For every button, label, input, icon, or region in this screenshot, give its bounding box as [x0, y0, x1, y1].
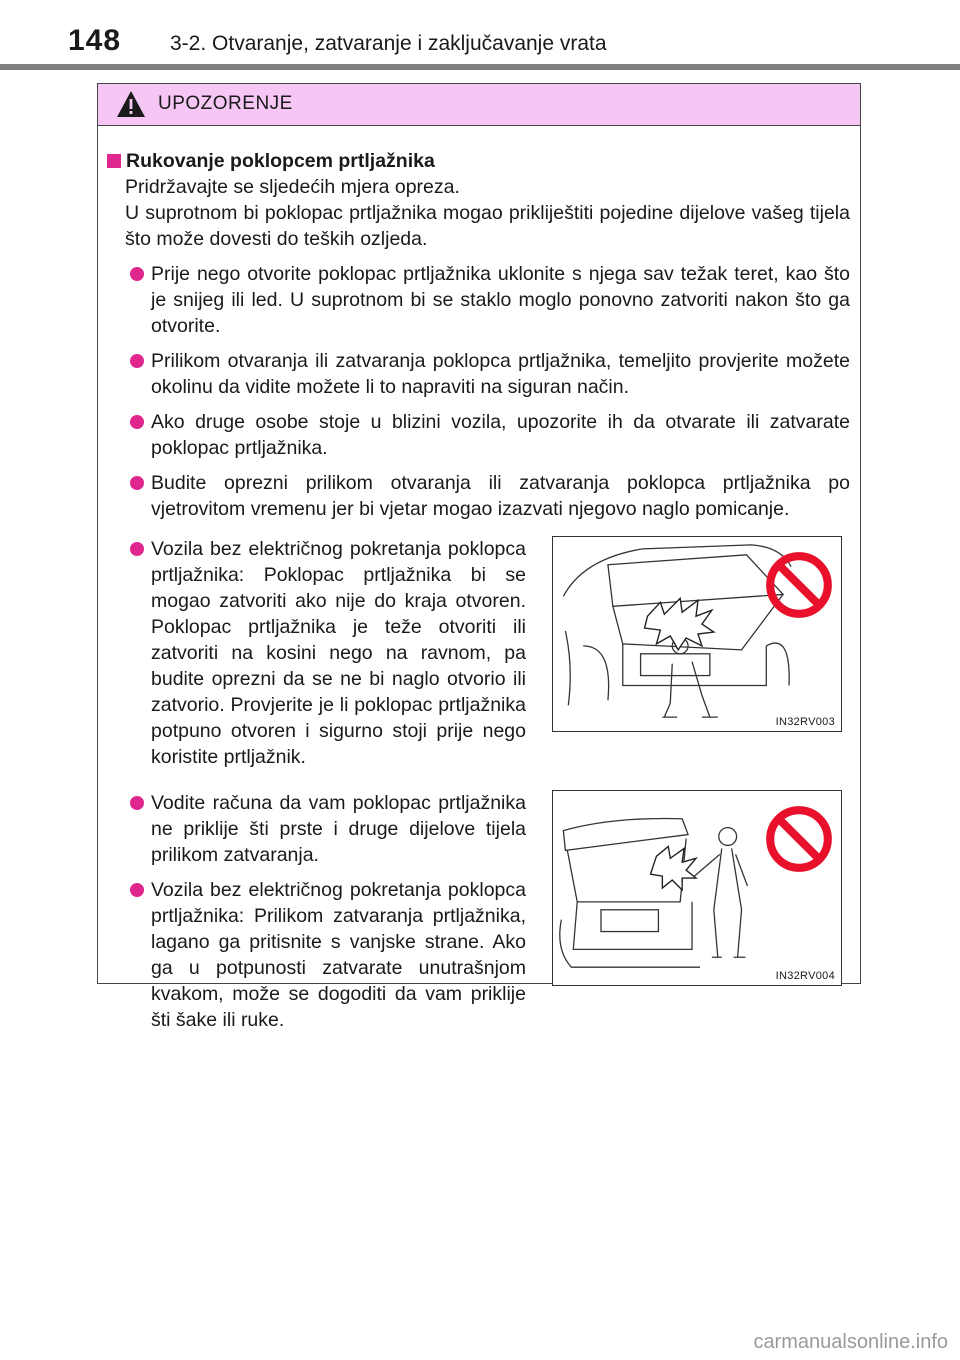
- bullet-item: [105, 790, 526, 868]
- circle-bullet-icon: [130, 415, 144, 429]
- bullet-text: Ako druge osobe stoje u blizini vozila, upozorite ih da otvarate ili zatvarate poklopac prtljažnika.: [151, 411, 850, 459]
- warning-label: UPOZORENJE: [158, 93, 293, 114]
- bullet-text: Vozila bez električnog pokretanja poklopca prtljažnika: Prilikom zatvaranja prtljažnika, lagano ga pritisnite s vanjske strane. Ako ga u potpunosti zatvarate unutrašnjom kvakom, može se dogoditi da vam priklije šti šake ili ruke.: [151, 879, 526, 1031]
- circle-bullet-icon: [130, 476, 144, 490]
- prohibition-icon: [763, 803, 835, 875]
- circle-bullet-icon: [130, 883, 144, 897]
- circle-bullet-icon: [130, 796, 144, 810]
- bullet-item: [105, 409, 850, 461]
- warning-body: [98, 126, 860, 1040]
- bullet-item: [105, 536, 526, 770]
- impact-burst-icon: [650, 846, 696, 890]
- warning-box: [97, 83, 861, 1031]
- figure-row-1: [105, 536, 850, 776]
- section-title: 3-2. Otvaranje, zatvaranje i zaključavanje vrata: [170, 32, 607, 55]
- circle-bullet-icon: [130, 267, 144, 281]
- prohibition-icon: [763, 549, 835, 621]
- bullet-text: Budite oprezni prilikom otvaranja ili zatvaranja poklopca prtljažnika po vjetrovitom vremenu jer bi vjetar mogao izazvati njegovo naglo pomicanje.: [151, 472, 850, 520]
- subheading: [105, 148, 850, 174]
- circle-bullet-icon: [130, 354, 144, 368]
- figure-code: IN32RV003: [775, 716, 835, 728]
- bullet-text: Vodite računa da vam poklopac prtljažnika ne priklije šti prste i druge dijelove tijela prilikom zatvaranja.: [151, 792, 526, 866]
- figure-row-2: [105, 790, 850, 1040]
- subheading-text: Rukovanje poklopcem prtljažnika: [126, 150, 435, 172]
- bullet-text: Prilikom otvaranja ili zatvaranja poklopca prtljažnika, temeljito provjerite možete okolinu da vidite možete li to napraviti na siguran način.: [151, 350, 850, 398]
- intro-line-2: U suprotnom bi poklopac prtljažnika mogao prikliještiti pojedine dijelove vašeg tijela što može dovesti do teških ozljeda.: [125, 202, 850, 250]
- page-number: 148: [68, 24, 122, 57]
- intro-line-1: Pridržavajte se sljedećih mjera opreza.: [125, 176, 460, 198]
- bullet-item: [105, 348, 850, 400]
- bullet-text: Vozila bez električnog pokretanja poklopca prtljažnika: Poklopac prtljažnika bi se mogao zatvoriti ako nije do kraja otvoren. Poklopac prtljažnika je teže otvoriti ili zatvoriti na kosini nego na ravnom, pa budite oprezni da se ne bi naglo otvorio ili zatvorio. Provjerite je li poklopac prtljažnika potpuno otvoren i sigurno stoji prije nego koristite prtljažnik.: [151, 538, 526, 768]
- figure-code: IN32RV004: [775, 970, 835, 982]
- warning-header: [98, 84, 860, 126]
- watermark: carmanualsonline.info: [753, 1331, 948, 1353]
- bullet-item: [105, 877, 526, 1033]
- bullet-item: [105, 261, 850, 339]
- page-header: [0, 0, 960, 70]
- warning-triangle-icon: [116, 90, 146, 118]
- bullet-text: Prije nego otvorite poklopac prtljažnika uklonite s njega sav težak teret, kao što je snijeg ili led. U suprotnom bi se staklo moglo ponovno zatvoriti nakon što ga otvorite.: [151, 263, 850, 337]
- bullet-item: [105, 470, 850, 522]
- impact-burst-icon: [645, 598, 714, 649]
- header-divider: [0, 64, 960, 70]
- square-bullet-icon: [107, 154, 121, 168]
- intro-paragraph: [105, 174, 850, 252]
- circle-bullet-icon: [130, 542, 144, 556]
- illustration-tailgate-falling: [552, 536, 842, 732]
- illustration-hand-pinch: [552, 790, 842, 986]
